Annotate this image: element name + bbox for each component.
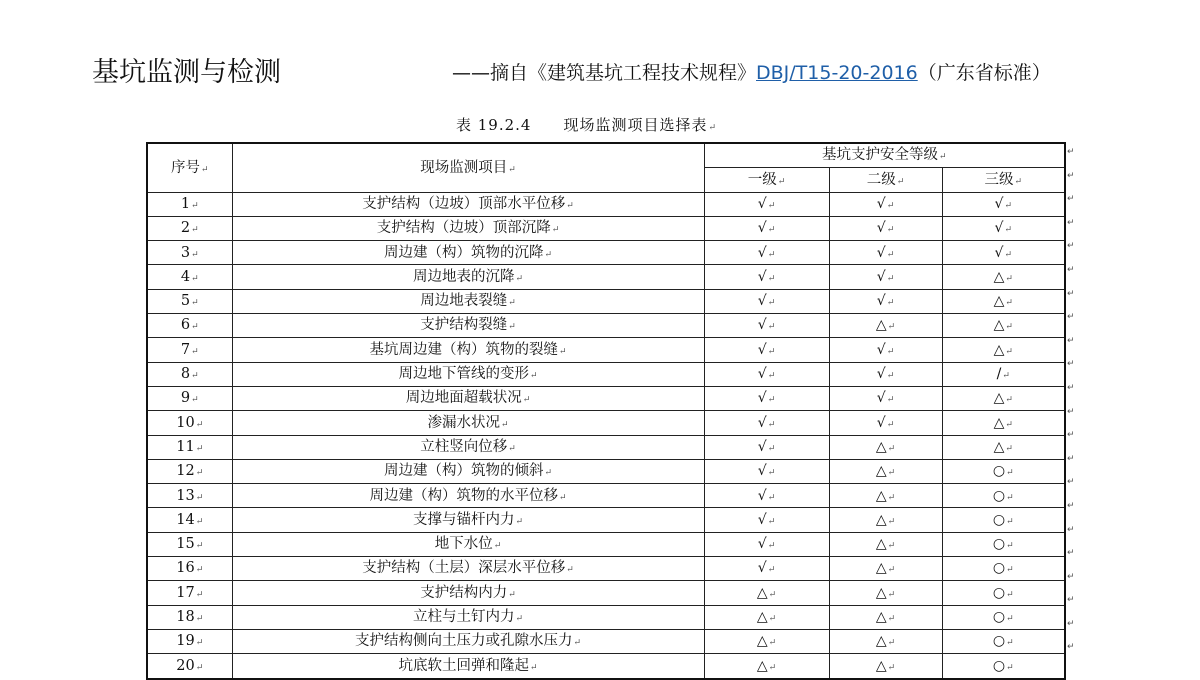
row-level-1: √↵ — [704, 435, 829, 459]
row-number: 5↵ — [147, 289, 232, 313]
row-number: 1↵ — [147, 192, 232, 216]
row-level-3: △↵ — [942, 435, 1065, 459]
header-level-1: 一级↵ — [704, 168, 829, 192]
table-header-row-1 — [147, 143, 1065, 168]
row-level-3: √↵ — [942, 192, 1065, 216]
table-row — [147, 338, 1065, 362]
table-row — [147, 265, 1065, 289]
slide-title: 基坑监测与检测 — [92, 57, 281, 88]
table-row — [147, 192, 1065, 216]
paragraph-mark-icon: ↵ — [1067, 642, 1075, 653]
row-item: 支护结构（土层）深层水平位移↵ — [232, 557, 704, 581]
row-level-3: √↵ — [942, 216, 1065, 240]
paragraph-mark-icon: ↵ — [1067, 477, 1075, 488]
row-level-2: √↵ — [829, 411, 942, 435]
row-level-2: √↵ — [829, 241, 942, 265]
row-number: 15↵ — [147, 532, 232, 556]
monitoring-items-table — [146, 142, 1066, 680]
row-item: 周边地表裂缝↵ — [232, 289, 704, 313]
row-level-1: √↵ — [704, 216, 829, 240]
row-number: 19↵ — [147, 629, 232, 653]
row-level-1: √↵ — [704, 192, 829, 216]
table-caption — [456, 114, 717, 135]
row-item: 坑底软土回弹和隆起↵ — [232, 654, 704, 679]
row-level-3: △↵ — [942, 265, 1065, 289]
row-item: 支护结构侧向土压力或孔隙水压力↵ — [232, 629, 704, 653]
row-level-2: √↵ — [829, 338, 942, 362]
table-row — [147, 459, 1065, 483]
row-item: 支护结构裂缝↵ — [232, 314, 704, 338]
row-level-1: √↵ — [704, 289, 829, 313]
paragraph-mark-icon: ↵ — [1067, 241, 1075, 252]
row-level-2: √↵ — [829, 192, 942, 216]
table-row — [147, 629, 1065, 653]
row-level-1: △↵ — [704, 629, 829, 653]
row-level-3: ○↵ — [942, 484, 1065, 508]
row-item: 支撑与锚杆内力↵ — [232, 508, 704, 532]
paragraph-mark-icon: ↵ — [1067, 264, 1075, 275]
row-level-2: √↵ — [829, 289, 942, 313]
paragraph-mark-icon: ↵ — [1067, 217, 1075, 228]
row-level-1: √↵ — [704, 411, 829, 435]
source-prefix: ——摘自《建筑基坑工程技术规程》 — [452, 62, 757, 84]
row-level-2: △↵ — [829, 654, 942, 679]
row-level-2: △↵ — [829, 581, 942, 605]
row-number: 10↵ — [147, 411, 232, 435]
row-level-2: √↵ — [829, 216, 942, 240]
row-level-3: ○↵ — [942, 508, 1065, 532]
row-level-3: △↵ — [942, 386, 1065, 410]
row-level-3: ○↵ — [942, 581, 1065, 605]
row-item: 立柱竖向位移↵ — [232, 435, 704, 459]
table-row — [147, 314, 1065, 338]
table-row — [147, 289, 1065, 313]
row-level-3: △↵ — [942, 289, 1065, 313]
paragraph-mark-icon: ↵ — [1067, 382, 1075, 393]
table-row — [147, 508, 1065, 532]
row-level-1: △↵ — [704, 605, 829, 629]
row-level-2: √↵ — [829, 386, 942, 410]
header-level-2: 二级↵ — [829, 168, 942, 192]
standard-code-link[interactable]: DBJ/T15-20-2016 — [756, 62, 918, 84]
row-level-3: ○↵ — [942, 557, 1065, 581]
table-row — [147, 605, 1065, 629]
row-item: 立柱与土钉内力↵ — [232, 605, 704, 629]
row-item: 支护结构（边坡）顶部水平位移↵ — [232, 192, 704, 216]
header-safety-level: 基坑支护安全等级↵ — [704, 143, 1065, 168]
row-level-3: ○↵ — [942, 532, 1065, 556]
paragraph-mark-icon: ↵ — [1067, 170, 1075, 181]
row-item: 基坑周边建（构）筑物的裂缝↵ — [232, 338, 704, 362]
table-row — [147, 362, 1065, 386]
row-level-1: △↵ — [704, 581, 829, 605]
row-item: 地下水位↵ — [232, 532, 704, 556]
row-number: 14↵ — [147, 508, 232, 532]
table-row — [147, 241, 1065, 265]
row-level-2: √↵ — [829, 362, 942, 386]
row-level-2: △↵ — [829, 314, 942, 338]
row-level-3: ○↵ — [942, 629, 1065, 653]
paragraph-mark-icon: ↵ — [1067, 147, 1075, 157]
row-number: 3↵ — [147, 241, 232, 265]
row-number: 8↵ — [147, 362, 232, 386]
row-number: 4↵ — [147, 265, 232, 289]
row-number: 6↵ — [147, 314, 232, 338]
row-item: 支护结构内力↵ — [232, 581, 704, 605]
table-row — [147, 581, 1065, 605]
row-level-2: △↵ — [829, 532, 942, 556]
row-item: 周边地下管线的变形↵ — [232, 362, 704, 386]
paragraph-mark-icon: ↵ — [1067, 406, 1075, 417]
row-number: 16↵ — [147, 557, 232, 581]
paragraph-mark-icon: ↵ — [1067, 453, 1075, 464]
paragraph-mark-icon: ↵ — [1067, 359, 1075, 370]
caption-number: 表 19.2.4 — [456, 116, 532, 134]
row-level-3: ○↵ — [942, 605, 1065, 629]
right-margin-marks — [1067, 147, 1079, 666]
row-level-3: △↵ — [942, 314, 1065, 338]
caption-text: 现场监测项目选择表 — [563, 116, 708, 134]
row-level-1: △↵ — [704, 654, 829, 679]
row-item: 周边建（构）筑物的倾斜↵ — [232, 459, 704, 483]
table-row — [147, 435, 1065, 459]
row-level-2: △↵ — [829, 557, 942, 581]
row-level-1: √↵ — [704, 459, 829, 483]
row-level-2: √↵ — [829, 265, 942, 289]
source-citation — [452, 58, 1051, 85]
row-number: 7↵ — [147, 338, 232, 362]
row-level-1: √↵ — [704, 532, 829, 556]
row-level-3: /↵ — [942, 362, 1065, 386]
row-level-1: √↵ — [704, 484, 829, 508]
row-level-2: △↵ — [829, 435, 942, 459]
row-number: 2↵ — [147, 216, 232, 240]
row-level-1: √↵ — [704, 265, 829, 289]
row-number: 20↵ — [147, 654, 232, 679]
table-row — [147, 557, 1065, 581]
row-item: 周边建（构）筑物的水平位移↵ — [232, 484, 704, 508]
paragraph-mark-icon: ↵ — [1067, 335, 1075, 346]
row-level-1: √↵ — [704, 386, 829, 410]
paragraph-mark-icon: ↵ — [1067, 500, 1075, 511]
row-level-3: △↵ — [942, 338, 1065, 362]
paragraph-mark-icon: ↵ — [1067, 524, 1075, 535]
table-row — [147, 386, 1065, 410]
paragraph-mark-icon: ↵ — [1067, 312, 1075, 323]
row-item: 渗漏水状况↵ — [232, 411, 704, 435]
row-level-1: √↵ — [704, 241, 829, 265]
row-number: 18↵ — [147, 605, 232, 629]
row-level-3: ○↵ — [942, 459, 1065, 483]
row-level-1: √↵ — [704, 557, 829, 581]
paragraph-mark-icon: ↵ — [708, 123, 718, 133]
row-number: 11↵ — [147, 435, 232, 459]
table-row — [147, 216, 1065, 240]
paragraph-mark-icon: ↵ — [1067, 194, 1075, 205]
row-level-1: √↵ — [704, 362, 829, 386]
row-number: 17↵ — [147, 581, 232, 605]
row-level-2: △↵ — [829, 459, 942, 483]
row-level-1: √↵ — [704, 314, 829, 338]
row-number: 9↵ — [147, 386, 232, 410]
header-seq: 序号↵ — [147, 143, 232, 192]
row-item: 周边地表的沉降↵ — [232, 265, 704, 289]
row-level-1: √↵ — [704, 338, 829, 362]
row-number: 13↵ — [147, 484, 232, 508]
table-row — [147, 484, 1065, 508]
row-level-2: △↵ — [829, 629, 942, 653]
paragraph-mark-icon: ↵ — [1067, 430, 1075, 441]
row-level-3: ○↵ — [942, 654, 1065, 679]
paragraph-mark-icon: ↵ — [1067, 548, 1075, 559]
header-item: 现场监测项目↵ — [232, 143, 704, 192]
paragraph-mark-icon: ↵ — [1067, 618, 1075, 629]
row-level-2: △↵ — [829, 605, 942, 629]
table-row — [147, 411, 1065, 435]
source-suffix: （广东省标准） — [917, 62, 1051, 84]
row-level-3: △↵ — [942, 411, 1065, 435]
row-item: 周边地面超载状况↵ — [232, 386, 704, 410]
row-item: 周边建（构）筑物的沉降↵ — [232, 241, 704, 265]
header-level-3: 三级↵ — [942, 168, 1065, 192]
paragraph-mark-icon: ↵ — [1067, 595, 1075, 606]
row-level-2: △↵ — [829, 508, 942, 532]
paragraph-mark-icon: ↵ — [1067, 288, 1075, 299]
paragraph-mark-icon: ↵ — [1067, 571, 1075, 582]
row-item: 支护结构（边坡）顶部沉降↵ — [232, 216, 704, 240]
table-row — [147, 532, 1065, 556]
row-number: 12↵ — [147, 459, 232, 483]
row-level-1: √↵ — [704, 508, 829, 532]
row-level-3: √↵ — [942, 241, 1065, 265]
row-level-2: △↵ — [829, 484, 942, 508]
